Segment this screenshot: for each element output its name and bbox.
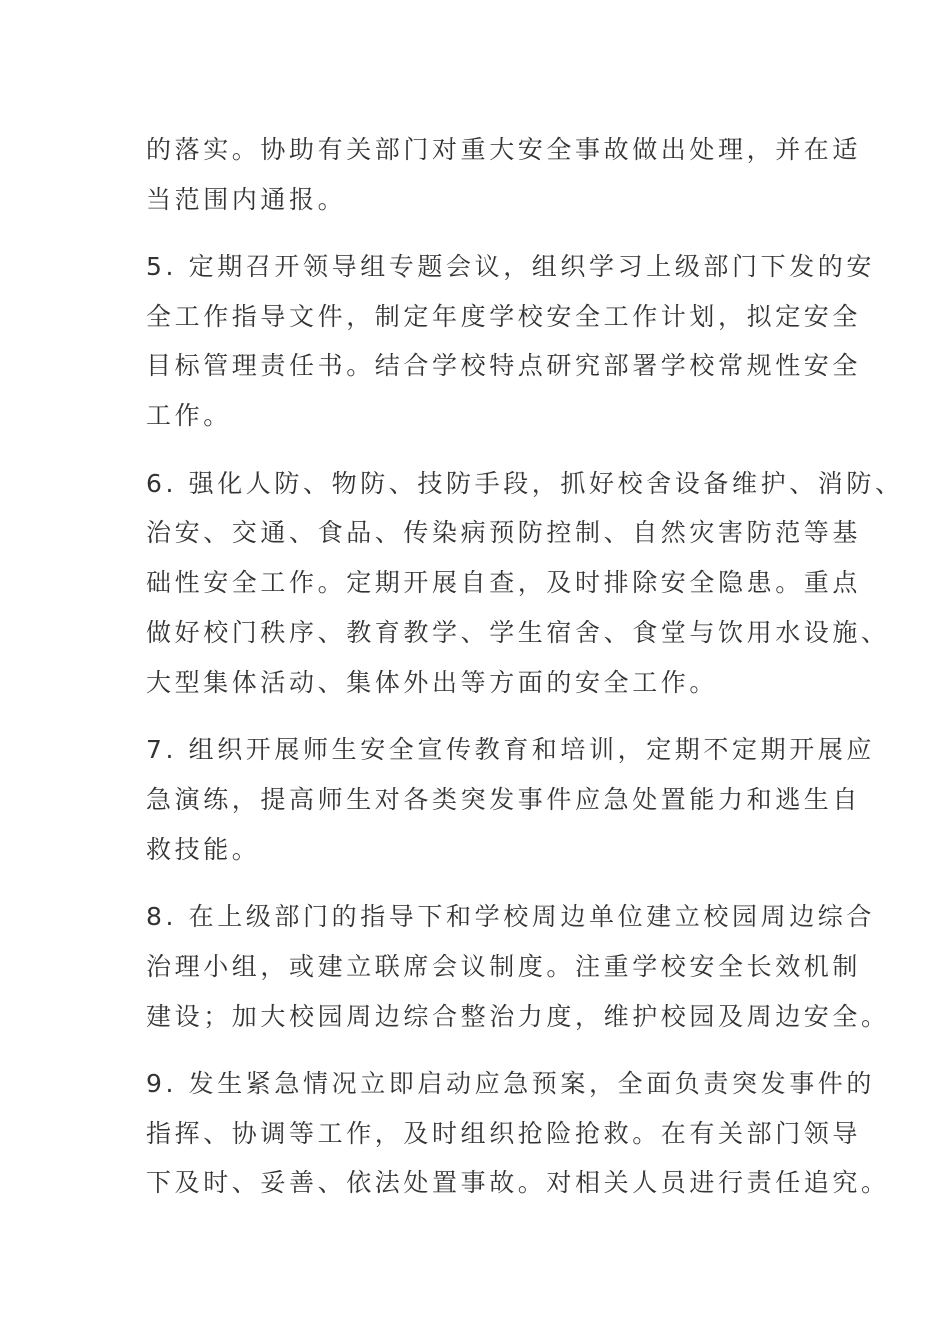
list-item-9-line: 下及时、妥善、依法处置事故。对相关人员进行责任追究。 bbox=[146, 1168, 890, 1197]
paragraph-line: 当范围内通报。 bbox=[146, 185, 347, 214]
list-item-7-line: 急演练，提高师生对各类突发事件应急处置能力和逃生自 bbox=[146, 785, 862, 814]
list-item-6-line: 6. 强化人防、物防、技防手段，抓好校舍设备维护、消防、 bbox=[146, 469, 904, 498]
list-item-8-line: 治理小组，或建立联席会议制度。注重学校安全长效机制 bbox=[146, 952, 862, 981]
list-item-5-line: 目标管理责任书。结合学校特点研究部署学校常规性安全 bbox=[146, 351, 862, 380]
list-item-9-line: 9. 发生紧急情况立即启动应急预案，全面负责突发事件的 bbox=[146, 1069, 876, 1098]
list-item-6-line: 做好校门秩序、教育教学、学生宿舍、食堂与饮用水设施、 bbox=[146, 618, 890, 647]
list-item-9-line: 指挥、协调等工作，及时组织抢险抢救。在有关部门领导 bbox=[146, 1119, 862, 1148]
list-item-5-line: 全工作指导文件，制定年度学校安全工作计划，拟定安全 bbox=[146, 302, 862, 331]
list-item-6-line: 础性安全工作。定期开展自查，及时排除安全隐患。重点 bbox=[146, 568, 862, 597]
list-item-6-line: 治安、交通、食品、传染病预防控制、自然灾害防范等基 bbox=[146, 518, 862, 547]
list-item-5-line: 工作。 bbox=[146, 401, 232, 430]
paragraph-line: 的落实。协助有关部门对重大安全事故做出处理，并在适 bbox=[146, 135, 862, 164]
list-item-7-line: 7. 组织开展师生安全宣传教育和培训，定期不定期开展应 bbox=[146, 735, 876, 764]
list-item-8-line: 建设；加大校园周边综合整治力度，维护校园及周边安全。 bbox=[146, 1002, 890, 1031]
list-item-5-line: 5. 定期召开领导组专题会议，组织学习上级部门下发的安 bbox=[146, 252, 876, 281]
list-item-6-line: 大型集体活动、集体外出等方面的安全工作。 bbox=[146, 668, 719, 697]
list-item-8-line: 8. 在上级部门的指导下和学校周边单位建立校园周边综合 bbox=[146, 902, 876, 931]
list-item-7-line: 救技能。 bbox=[146, 835, 261, 864]
